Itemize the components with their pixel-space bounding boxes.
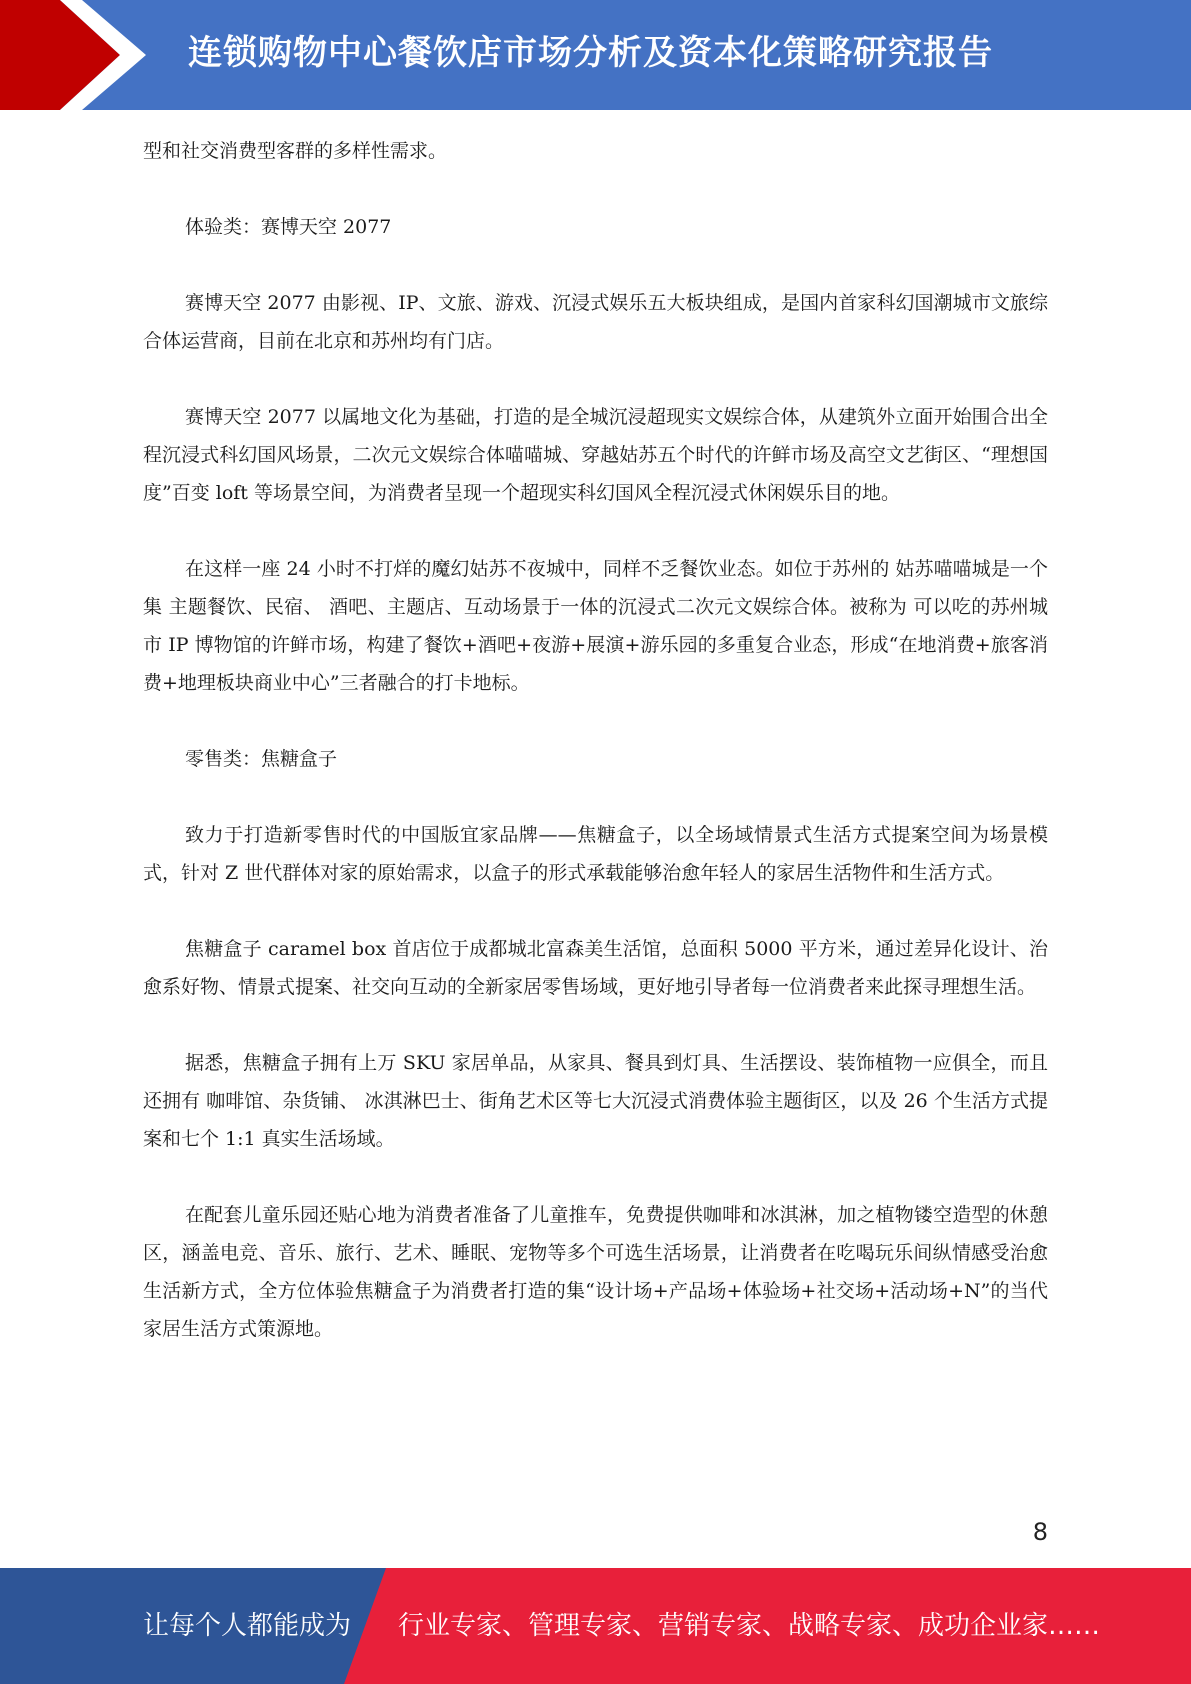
footer-slogan-right: 行业专家、管理专家、营销专家、战略专家、成功企业家……: [398, 1611, 1101, 1641]
paragraph: 据悉，焦糖盒子拥有上万 SKU 家居单品，从家具、餐具到灯具、生活摆设、装饰植物一应俱全，而且还拥有 咖啡馆、杂货铺、 冰淇淋巴士、街角艺术区等七大沉浸式消费体验主题街区，以及 26 个生活方式提案和七个 1:1 真实生活场域。: [143, 1052, 1048, 1150]
section-heading-experience: 体验类：赛博天空 2077: [185, 216, 392, 238]
section-heading-retail: 零售类：焦糖盒子: [185, 748, 338, 770]
footer-slogan-left: 让每个人都能成为: [143, 1611, 352, 1641]
paragraph: 赛博天空 2077 以属地文化为基础，打造的是全城沉浸超现实文娱综合体，从建筑外立面开始围合出全程沉浸式科幻国风场景，二次元文娱综合体喵喵城、穿越姑苏五个时代的许鲜市场及高空文艺街区、“理想国度”百变 loft 等场景空间，为消费者呈现一个超现实科幻国风全程沉浸式休闲娱乐目的地。: [143, 406, 1048, 504]
page-number: 8: [1032, 1518, 1048, 1546]
paragraph: 焦糖盒子 caramel box 首店位于成都城北富森美生活馆，总面积 5000 平方米，通过差异化设计、治愈系好物、情景式提案、社交向互动的全新家居零售场域，更好地引导者每一位消费者来此探寻理想生活。: [143, 938, 1048, 998]
page-footer: [0, 1568, 1191, 1684]
page-header: [0, 0, 1191, 110]
body-content: [143, 132, 1048, 1386]
paragraph: 致力于打造新零售时代的中国版宜家品牌——焦糖盒子，以全场域情景式生活方式提案空间为场景模式，针对 Z 世代群体对家的原始需求，以盒子的形式承载能够治愈年轻人的家居生活物件和生活方式。: [143, 824, 1048, 884]
paragraph-continuation: 型和社交消费型客群的多样性需求。: [143, 140, 448, 162]
paragraph: 赛博天空 2077 由影视、IP、文旅、游戏、沉浸式娱乐五大板块组成，是国内首家科幻国潮城市文旅综合体运营商，目前在北京和苏州均有门店。: [143, 292, 1048, 352]
header-chevron-decoration: [0, 0, 160, 110]
document-title: 连锁购物中心餐饮店市场分析及资本化策略研究报告: [188, 33, 993, 73]
paragraph: 在这样一座 24 小时不打烊的魔幻姑苏不夜城中，同样不乏餐饮业态。如位于苏州的 姑苏喵喵城是一个集 主题餐饮、民宿、 酒吧、主题店、互动场景于一体的沉浸式二次元文娱综合体。被称为 可以吃的苏州城市 IP 博物馆的许鲜市场，构建了餐饮+酒吧+夜游+展演+游乐园的多重复合业态，形成“在地消费+旅客消费+地理板块商业中心”三者融合的打卡地标。: [143, 558, 1048, 694]
paragraph: 在配套儿童乐园还贴心地为消费者准备了儿童推车，免费提供咖啡和冰淇淋，加之植物镂空造型的休憩区，涵盖电竞、音乐、旅行、艺术、睡眠、宠物等多个可选生活场景，让消费者在吃喝玩乐间纵情感受治愈生活新方式，全方位体验焦糖盒子为消费者打造的集“设计场+产品场+体验场+社交场+活动场+N”的当代家居生活方式策源地。: [143, 1204, 1048, 1340]
